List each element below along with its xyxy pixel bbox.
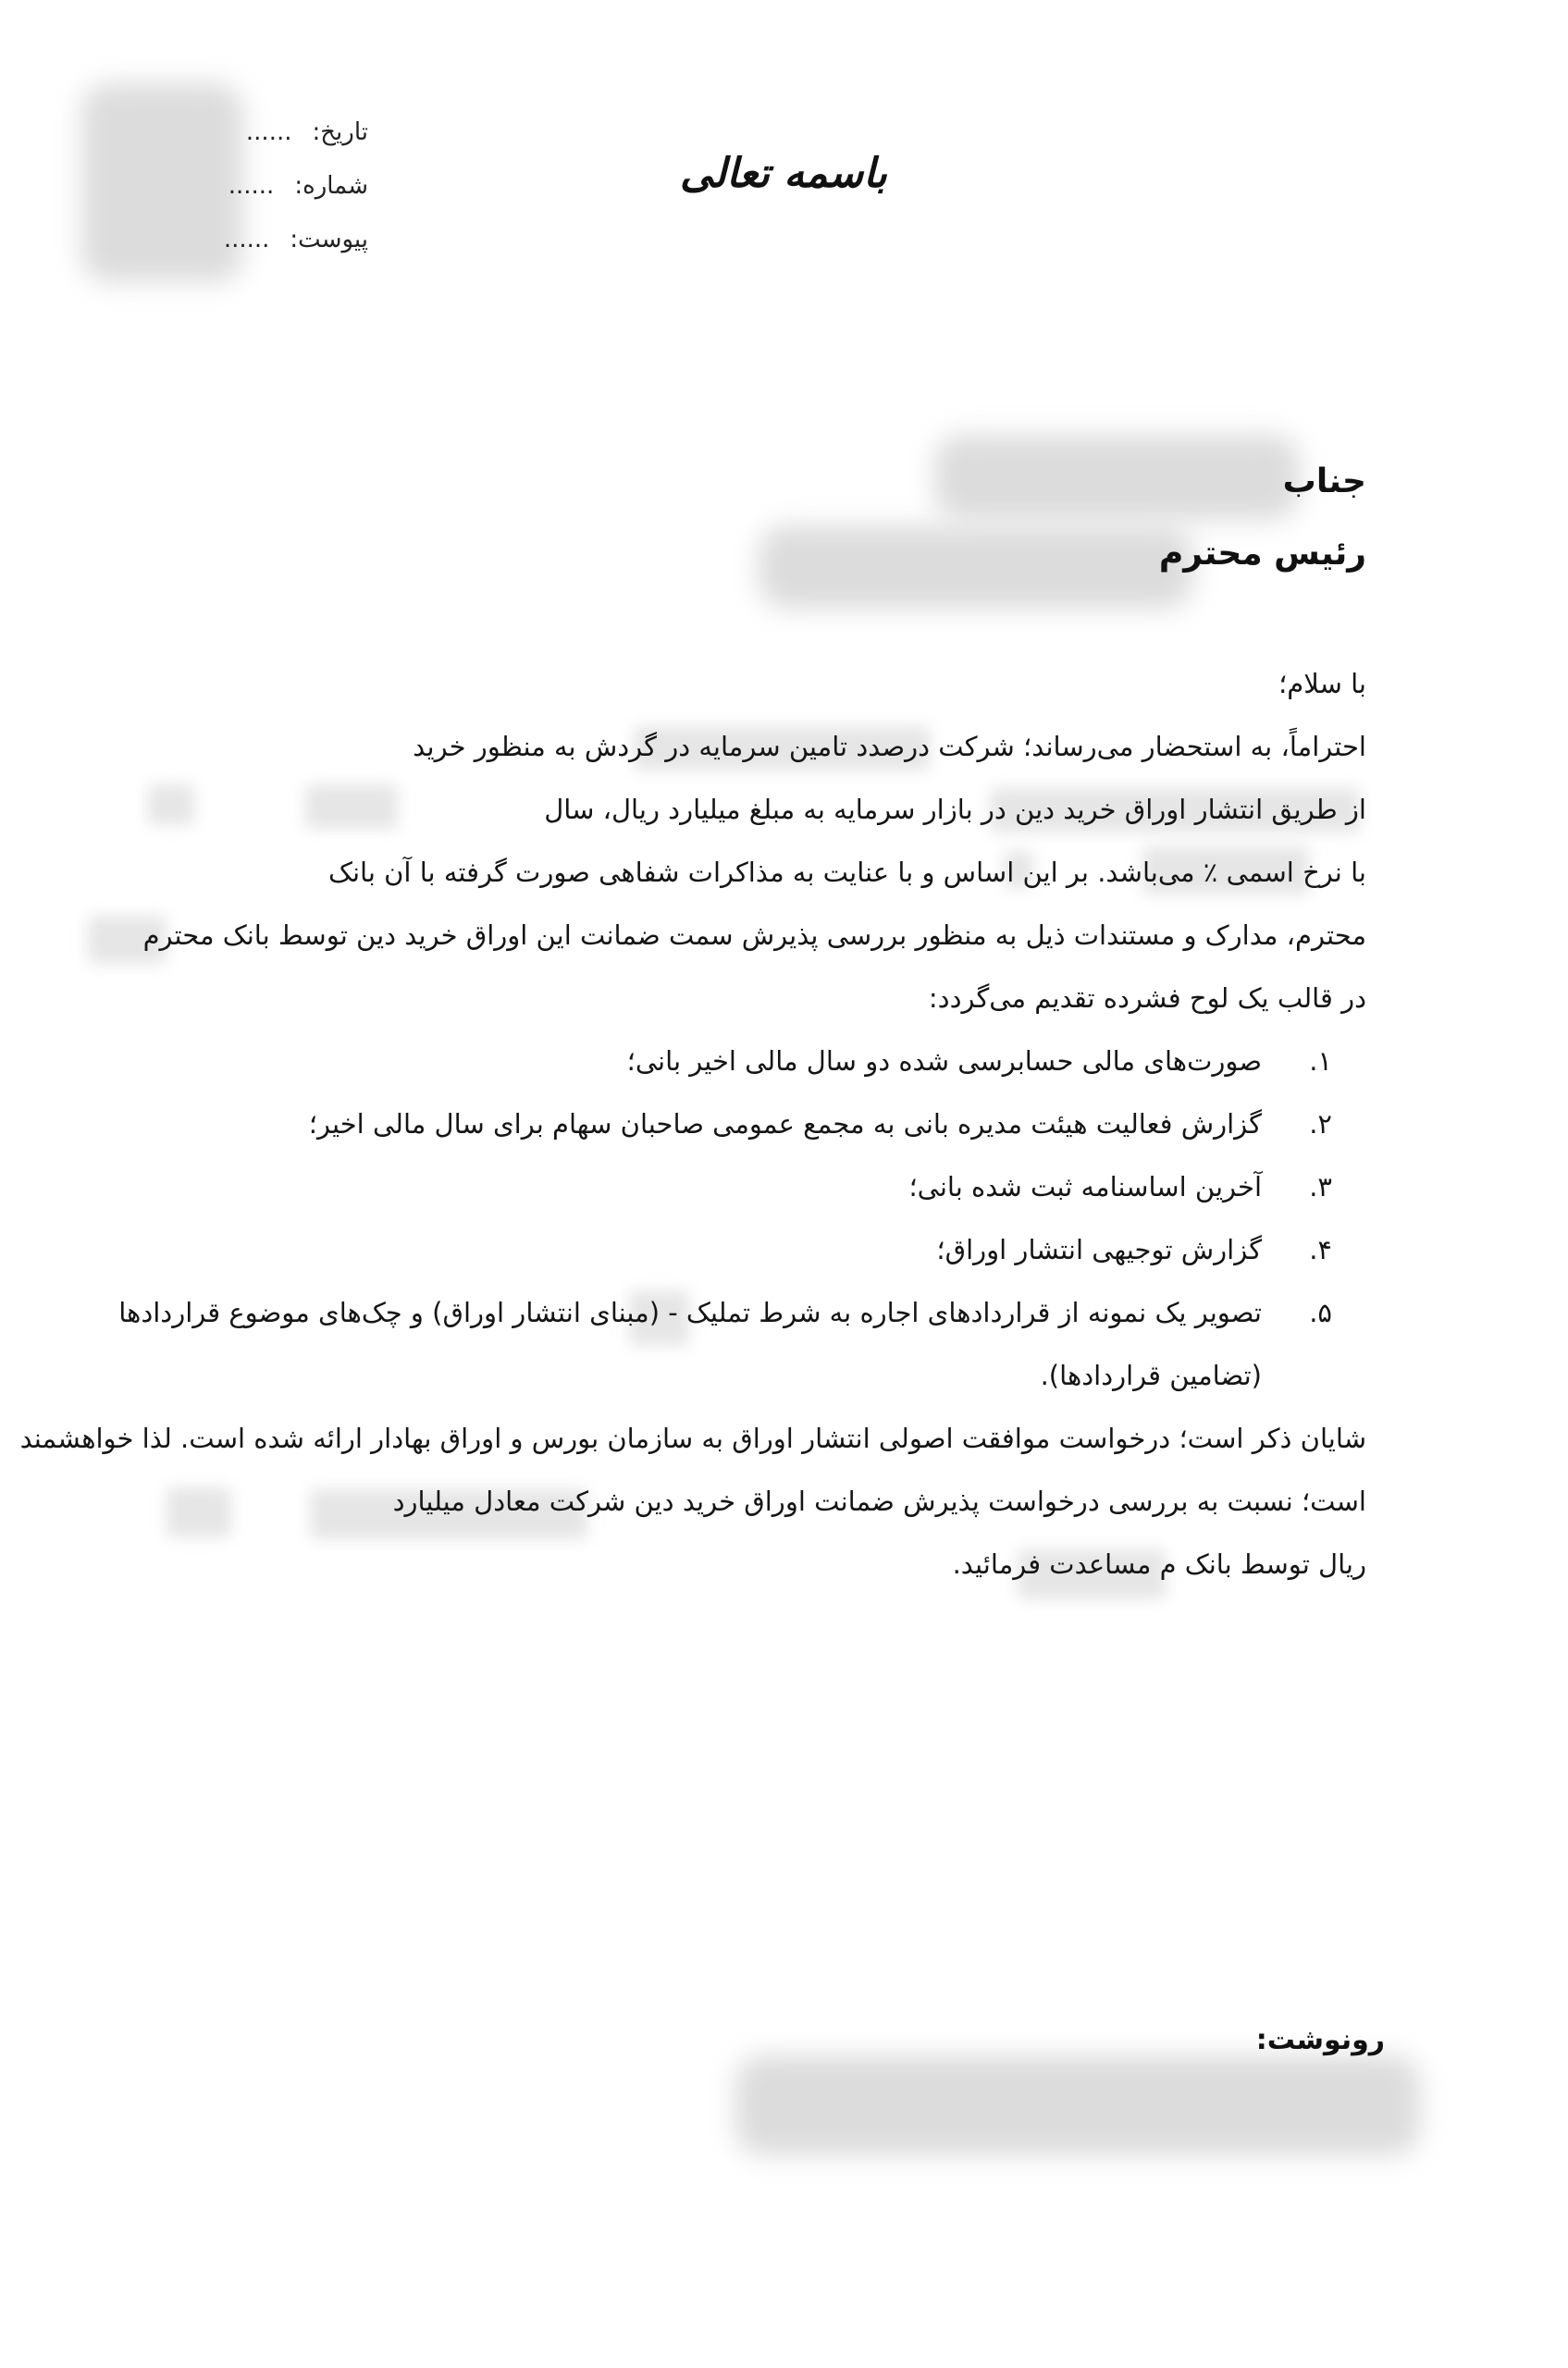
list-item-number: ۳. — [1309, 1171, 1332, 1202]
date-value: ...... — [245, 118, 292, 146]
list-item-number: ۵. — [1309, 1297, 1332, 1328]
redacted-bank-name — [759, 525, 1193, 609]
paragraph-1-line-4: محترم، مدارک و مستندات ذیل به منظور بررسی پذیرش سمت ضمانت این اوراق خرید دین توسط بانک محترم — [142, 919, 1366, 951]
paragraph-1-line-5: در قالب یک لوح فشرده تقدیم می‌گردد: — [928, 982, 1366, 1014]
attachment-value: ...... — [223, 226, 270, 253]
paragraph-2-line-2: است؛ نسبت به بررسی درخواست پذیرش ضمانت اوراق خرید دین شرکت معادل میلیارد — [392, 1486, 1366, 1517]
paragraph-2-line-3: ریال توسط بانک م مساعدت فرمائید. — [952, 1548, 1366, 1580]
cc-label: رونوشت: — [1255, 2024, 1385, 2056]
list-item — [309, 1108, 1332, 1140]
list-item-continuation — [1041, 1360, 1262, 1391]
number-value: ...... — [228, 172, 275, 200]
basmala-heading: باسمه تعالی — [680, 150, 887, 197]
list-item-number: ۴. — [1309, 1234, 1332, 1265]
redacted-amount — [305, 784, 398, 829]
attachment-label: پیوست: — [290, 226, 368, 253]
list-item — [627, 1045, 1332, 1077]
number-row — [228, 172, 368, 200]
list-item-number: ۱. — [1309, 1045, 1332, 1077]
list-item-text: گزارش فعالیت هیئت مدیره بانی به مجمع عمومی صاحبان سهام برای سال مالی اخیر؛ — [308, 1108, 1262, 1140]
list-item-text: صورت‌های مالی حسابرسی شده دو سال مالی اخیر بانی؛ — [626, 1045, 1262, 1077]
paragraph-2-line-1: شایان ذکر است؛ درخواست موافقت اصولی انتشار اوراق به سازمان بورس و اوراق بهادار ارائه شده است. لذا خواهشمند — [19, 1423, 1366, 1454]
redacted-logo — [81, 83, 243, 282]
list-item-text: تصویر یک نمونه از قراردادهای اجاره به شرط تملیک - (مبنای انتشار اوراق) و چک‌های موضوع قراردادها — [118, 1297, 1262, 1328]
list-item — [936, 1234, 1332, 1265]
list-item — [908, 1171, 1332, 1202]
number-label: شماره: — [294, 172, 368, 200]
recipient-title: رئیس محترم — [1158, 535, 1366, 573]
paragraph-1-line-3: با نرخ اسمی ٪ می‌باشد. بر این اساس و با عنایت به مذاکرات شفاهی صورت گرفته با آن بانک — [327, 857, 1366, 888]
redacted-years — [148, 784, 194, 825]
list-item-text: گزارش توجیهی انتشار اوراق؛ — [936, 1234, 1262, 1265]
date-label: تاریخ: — [312, 118, 368, 146]
redacted-cc-recipients — [735, 2055, 1420, 2155]
recipient-salutation: جناب — [1282, 462, 1366, 500]
list-item-text: آخرین اساسنامه ثبت شده بانی؛ — [908, 1171, 1262, 1202]
list-item-number: ۲. — [1309, 1108, 1332, 1140]
redacted-recipient-name — [934, 435, 1300, 520]
paragraph-1-line-2: از طریق انتشار اوراق خرید دین در بازار سرمایه به مبلغ میلیارد ریال، سال — [544, 794, 1366, 825]
attachment-row — [224, 226, 368, 253]
paragraph-1-line-1: احتراماً، به استحضار می‌رساند؛ شرکت درصدد تامین سرمایه در گردش به منظور خرید — [413, 731, 1366, 762]
redacted-amount-2 — [167, 1487, 231, 1537]
list-item-text: (تضامین قراردادها). — [1040, 1360, 1262, 1391]
list-item — [118, 1297, 1332, 1328]
greeting: با سلام؛ — [1278, 668, 1366, 699]
date-row — [246, 118, 368, 146]
